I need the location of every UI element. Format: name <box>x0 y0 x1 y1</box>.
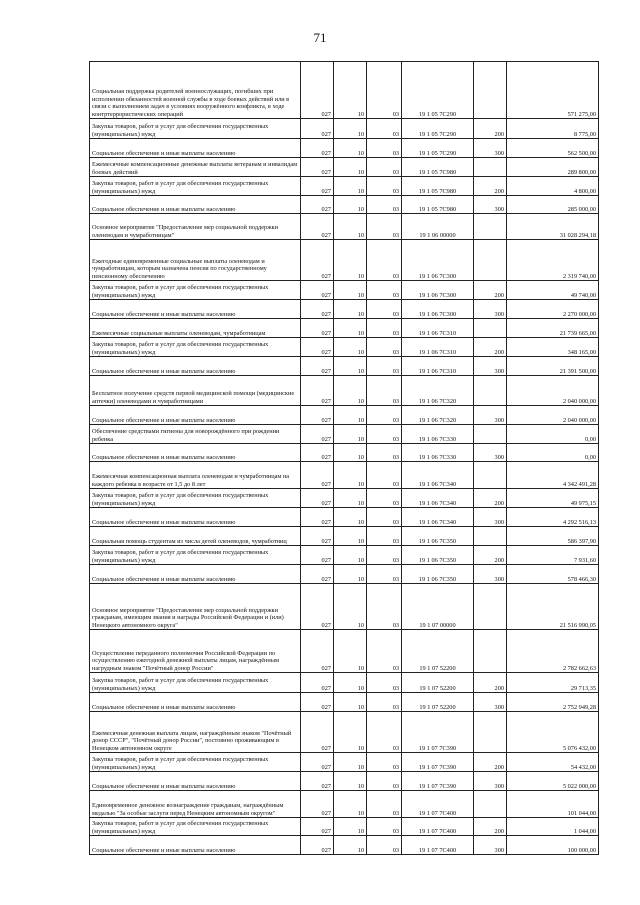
table-cell-section: 10 <box>334 791 367 818</box>
table-cell-amount: 54 432,00 <box>507 753 599 772</box>
table-cell-subsection: 03 <box>367 338 402 357</box>
table-cell-name: Социальное обеспечение и иные выплаты населению <box>90 300 301 319</box>
table-cell-amount: 2 782 662,63 <box>507 630 599 673</box>
table-cell-subsection: 03 <box>367 62 402 119</box>
table-cell-expense-type: 300 <box>474 444 507 462</box>
table-cell-name: Ежегодные единовременные социальные выплаты оленеводам и чумработницам, которым назначена пенсия по государственному пенсионному обеспечению <box>90 240 301 281</box>
table-cell-name: Закупка товаров, работ и услуг для обеспечения государственных (муниципальных) нужд <box>90 338 301 357</box>
table-cell-subsection: 03 <box>367 489 402 508</box>
table-cell-amount: 348 165,00 <box>507 338 599 357</box>
table-cell-amount: 0,00 <box>507 425 599 444</box>
table-cell-name: Социальное обеспечение и иные выплаты населению <box>90 772 301 791</box>
table-cell-expense-type: 200 <box>474 119 507 139</box>
table-cell-amount: 1 044,00 <box>507 818 599 836</box>
table-cell-expense-type: 200 <box>474 546 507 565</box>
table-cell-name: Социальное обеспечение и иные выплаты населению <box>90 196 301 214</box>
page-number: 71 <box>313 30 327 45</box>
table-cell-name: Основное мероприятие "Предоставление мер социальной поддержки оленеводам и чумработницам" <box>90 214 301 240</box>
table-row <box>90 836 599 855</box>
table-row <box>90 527 599 546</box>
table-cell-subsection: 03 <box>367 712 402 753</box>
table-cell-target-code: 19 1 07 52200 <box>402 673 474 693</box>
table-cell-expense-type <box>474 319 507 338</box>
table-cell-subsection: 03 <box>367 584 402 630</box>
table-cell-expense-type: 200 <box>474 489 507 508</box>
table-row <box>90 712 599 753</box>
table-cell-section: 10 <box>334 196 367 214</box>
table-cell-name: Бесплатное получение средств первой медицинской помощи (медицинские аптечки) оленеводами и чумработницами <box>90 376 301 406</box>
table-row <box>90 565 599 584</box>
table-cell-name: Социальное обеспечение и иные выплаты населению <box>90 508 301 527</box>
table-cell-expense-type <box>474 527 507 546</box>
table-cell-expense-type <box>474 425 507 444</box>
table-cell-expense-type <box>474 630 507 673</box>
table-cell-target-code: 19 1 06 7С330 <box>402 425 474 444</box>
table-cell-subsection: 03 <box>367 319 402 338</box>
table-cell-department: 027 <box>301 630 334 673</box>
table-cell-target-code: 19 1 07 52200 <box>402 630 474 673</box>
table-cell-amount: 49 975,15 <box>507 489 599 508</box>
table-row <box>90 338 599 357</box>
table-cell-section: 10 <box>334 546 367 565</box>
table-cell-expense-type: 200 <box>474 753 507 772</box>
table-cell-department: 027 <box>301 139 334 158</box>
table-cell-amount: 101 044,00 <box>507 791 599 818</box>
table-row <box>90 319 599 338</box>
table-cell-section: 10 <box>334 376 367 406</box>
table-cell-amount: 21 516 990,05 <box>507 584 599 630</box>
table-cell-amount: 578 466,30 <box>507 565 599 584</box>
table-row <box>90 508 599 527</box>
table-cell-subsection: 03 <box>367 177 402 196</box>
table-row <box>90 630 599 673</box>
table-cell-subsection: 03 <box>367 508 402 527</box>
table-cell-name: Закупка товаров, работ и услуг для обеспечения государственных (муниципальных) нужд <box>90 753 301 772</box>
table-cell-name: Закупка товаров, работ и услуг для обеспечения государственных (муниципальных) нужд <box>90 489 301 508</box>
table-cell-subsection: 03 <box>367 139 402 158</box>
table-cell-section: 10 <box>334 630 367 673</box>
table-cell-name: Социальное обеспечение и иные выплаты населению <box>90 693 301 712</box>
table-cell-department: 027 <box>301 319 334 338</box>
table-cell-subsection: 03 <box>367 673 402 693</box>
table-cell-target-code: 19 1 06 7С300 <box>402 281 474 300</box>
table-cell-department: 027 <box>301 527 334 546</box>
table-cell-subsection: 03 <box>367 462 402 489</box>
table-cell-section: 10 <box>334 406 367 425</box>
table-cell-section: 10 <box>334 693 367 712</box>
table-row <box>90 62 599 119</box>
table-cell-amount: 571 275,00 <box>507 62 599 119</box>
table-cell-subsection: 03 <box>367 406 402 425</box>
table-cell-section: 10 <box>334 240 367 281</box>
table-row <box>90 281 599 300</box>
table-cell-section: 10 <box>334 444 367 462</box>
table-cell-target-code: 19 1 07 7С390 <box>402 772 474 791</box>
table-cell-amount: 2 040 000,00 <box>507 376 599 406</box>
table-cell-target-code: 19 1 06 7С350 <box>402 546 474 565</box>
table-cell-amount: 4 292 516,13 <box>507 508 599 527</box>
table-cell-subsection: 03 <box>367 300 402 319</box>
table-cell-target-code: 19 1 06 7С340 <box>402 508 474 527</box>
table-cell-expense-type <box>474 214 507 240</box>
table-cell-target-code: 19 1 06 7С310 <box>402 338 474 357</box>
table-cell-expense-type <box>474 712 507 753</box>
table-cell-section: 10 <box>334 584 367 630</box>
table-row <box>90 584 599 630</box>
table-cell-department: 027 <box>301 300 334 319</box>
table-cell-amount: 4 342 491,28 <box>507 462 599 489</box>
table-cell-name: Ежемесячная компенсационная выплата оленеводам и чумработницам на каждого ребенка в возрасте от 1,5 до 8 лет <box>90 462 301 489</box>
table-cell-expense-type: 200 <box>474 338 507 357</box>
table-cell-target-code: 19 1 07 52200 <box>402 693 474 712</box>
table-cell-target-code: 19 1 06 7С340 <box>402 489 474 508</box>
table-row <box>90 376 599 406</box>
table-cell-section: 10 <box>334 527 367 546</box>
table-row <box>90 753 599 772</box>
table-row <box>90 196 599 214</box>
table-cell-expense-type: 300 <box>474 139 507 158</box>
table-cell-subsection: 03 <box>367 693 402 712</box>
table-cell-subsection: 03 <box>367 376 402 406</box>
table-cell-department: 027 <box>301 753 334 772</box>
table-cell-section: 10 <box>334 489 367 508</box>
table-cell-name: Социальное обеспечение и иные выплаты населению <box>90 406 301 425</box>
table-cell-expense-type <box>474 584 507 630</box>
table-cell-department: 027 <box>301 546 334 565</box>
table-cell-expense-type: 300 <box>474 772 507 791</box>
table-cell-expense-type: 300 <box>474 406 507 425</box>
table-cell-subsection: 03 <box>367 630 402 673</box>
table-cell-name: Ежемесячная денежная выплата лицам, награждённым знаком "Почётный донор СССР", "Почётный донор России", постоянно проживающим в Ненецком автономном округе <box>90 712 301 753</box>
table-cell-section: 10 <box>334 338 367 357</box>
table-row <box>90 214 599 240</box>
table-cell-expense-type: 200 <box>474 281 507 300</box>
table-cell-amount: 2 040 000,00 <box>507 406 599 425</box>
table-cell-name: Ежемесячные компенсационные денежные выплаты ветеранам и инвалидам боевых действий <box>90 158 301 177</box>
table-cell-expense-type <box>474 158 507 177</box>
table-cell-expense-type <box>474 240 507 281</box>
table-cell-expense-type <box>474 791 507 818</box>
table-row <box>90 546 599 565</box>
table-cell-department: 027 <box>301 565 334 584</box>
table-cell-department: 027 <box>301 818 334 836</box>
table-cell-name: Социальное обеспечение и иные выплаты населению <box>90 565 301 584</box>
table-cell-subsection: 03 <box>367 158 402 177</box>
table-cell-section: 10 <box>334 158 367 177</box>
table-cell-department: 027 <box>301 772 334 791</box>
table-cell-amount: 586 397,90 <box>507 527 599 546</box>
table-cell-amount: 8 775,00 <box>507 119 599 139</box>
table-cell-expense-type: 300 <box>474 508 507 527</box>
table-cell-amount: 2 270 000,00 <box>507 300 599 319</box>
table-cell-target-code: 19 1 05 7С980 <box>402 177 474 196</box>
table-cell-subsection: 03 <box>367 836 402 855</box>
table-cell-section: 10 <box>334 462 367 489</box>
table-row <box>90 791 599 818</box>
table-cell-department: 027 <box>301 489 334 508</box>
table-cell-expense-type: 300 <box>474 565 507 584</box>
table-cell-section: 10 <box>334 62 367 119</box>
table-cell-amount: 49 740,00 <box>507 281 599 300</box>
table-cell-expense-type: 300 <box>474 196 507 214</box>
table-cell-department: 027 <box>301 693 334 712</box>
table-cell-section: 10 <box>334 425 367 444</box>
table-cell-name: Закупка товаров, работ и услуг для обеспечения государственных (муниципальных) нужд <box>90 177 301 196</box>
table-cell-target-code: 19 1 06 7С300 <box>402 300 474 319</box>
table-cell-subsection: 03 <box>367 527 402 546</box>
table-cell-department: 027 <box>301 158 334 177</box>
table-cell-amount: 285 000,00 <box>507 196 599 214</box>
table-cell-department: 027 <box>301 62 334 119</box>
table-cell-section: 10 <box>334 508 367 527</box>
table-cell-name: Ежемесячные социальные выплаты оленеводам, чумработницам <box>90 319 301 338</box>
table-cell-target-code: 19 1 06 7С300 <box>402 240 474 281</box>
table-cell-department: 027 <box>301 214 334 240</box>
table-cell-target-code: 19 1 06 7С320 <box>402 406 474 425</box>
table-row <box>90 693 599 712</box>
table-cell-name: Обеспечение средствами гигиены для новорождённого при рождении ребенка <box>90 425 301 444</box>
table-cell-section: 10 <box>334 357 367 376</box>
table-cell-department: 027 <box>301 376 334 406</box>
table-cell-expense-type: 300 <box>474 693 507 712</box>
table-cell-expense-type <box>474 62 507 119</box>
table-cell-department: 027 <box>301 444 334 462</box>
table-cell-amount: 562 500,00 <box>507 139 599 158</box>
table-cell-name: Закупка товаров, работ и услуг для обеспечения государственных (муниципальных) нужд <box>90 818 301 836</box>
table-cell-target-code: 19 1 05 7С980 <box>402 196 474 214</box>
table-cell-name: Осуществление переданного полномочия Российской Федерации по осуществлению ежегодной денежной выплаты лицам, награждённым нагрудным знаком "Почётный донор России" <box>90 630 301 673</box>
table-cell-department: 027 <box>301 240 334 281</box>
table-cell-target-code: 19 1 05 7С290 <box>402 62 474 119</box>
table-cell-amount: 289 800,00 <box>507 158 599 177</box>
table-cell-subsection: 03 <box>367 546 402 565</box>
table-cell-name: Социальное обеспечение и иные выплаты населению <box>90 357 301 376</box>
table-cell-amount: 21 391 500,00 <box>507 357 599 376</box>
table-cell-subsection: 03 <box>367 357 402 376</box>
table-cell-section: 10 <box>334 836 367 855</box>
table-cell-expense-type <box>474 462 507 489</box>
table-cell-name: Социальная поддержка родителей военнослужащих, погибших при исполнении обязанностей военной службы в ходе боевых действий или в связи с выполнением задач в условиях вооружённого конфликта, в ходе контртеррористических операций <box>90 62 301 119</box>
table-cell-department: 027 <box>301 406 334 425</box>
table-cell-section: 10 <box>334 139 367 158</box>
table-cell-name: Закупка товаров, работ и услуг для обеспечения государственных (муниципальных) нужд <box>90 119 301 139</box>
table-cell-subsection: 03 <box>367 818 402 836</box>
table-cell-target-code: 19 1 06 7С350 <box>402 527 474 546</box>
table-cell-section: 10 <box>334 281 367 300</box>
table-row <box>90 357 599 376</box>
table-cell-expense-type: 200 <box>474 818 507 836</box>
table-cell-amount: 7 931,60 <box>507 546 599 565</box>
table-cell-target-code: 19 1 06 7С310 <box>402 357 474 376</box>
table-row <box>90 240 599 281</box>
table-cell-section: 10 <box>334 300 367 319</box>
table-cell-department: 027 <box>301 196 334 214</box>
table-row <box>90 406 599 425</box>
table-row <box>90 818 599 836</box>
table-cell-department: 027 <box>301 584 334 630</box>
table-row <box>90 139 599 158</box>
table-cell-section: 10 <box>334 753 367 772</box>
table-cell-target-code: 19 1 05 7С980 <box>402 158 474 177</box>
table-cell-amount: 2 319 740,00 <box>507 240 599 281</box>
table-cell-name: Социальное обеспечение и иные выплаты населению <box>90 444 301 462</box>
table-cell-target-code: 19 1 06 7С330 <box>402 444 474 462</box>
table-cell-amount: 29 713,35 <box>507 673 599 693</box>
table-cell-expense-type: 300 <box>474 836 507 855</box>
table-cell-subsection: 03 <box>367 240 402 281</box>
table-cell-department: 027 <box>301 281 334 300</box>
table-cell-amount: 31 028 294,18 <box>507 214 599 240</box>
table-cell-amount: 0,00 <box>507 444 599 462</box>
table-cell-department: 027 <box>301 791 334 818</box>
table-cell-subsection: 03 <box>367 425 402 444</box>
table-cell-name: Закупка товаров, работ и услуг для обеспечения государственных (муниципальных) нужд <box>90 673 301 693</box>
table-cell-department: 027 <box>301 357 334 376</box>
table-cell-target-code: 19 1 06 7С340 <box>402 462 474 489</box>
table-cell-department: 027 <box>301 836 334 855</box>
table-cell-target-code: 19 1 07 7С390 <box>402 753 474 772</box>
table-cell-expense-type: 300 <box>474 300 507 319</box>
table-cell-expense-type: 300 <box>474 357 507 376</box>
table-cell-target-code: 19 1 07 7С390 <box>402 712 474 753</box>
table-cell-department: 027 <box>301 673 334 693</box>
table-cell-section: 10 <box>334 177 367 196</box>
table-cell-subsection: 03 <box>367 772 402 791</box>
table-cell-name: Закупка товаров, работ и услуг для обеспечения государственных (муниципальных) нужд <box>90 546 301 565</box>
table-cell-name: Социальная помощь студентам из числа детей оленеводов, чумработниц <box>90 527 301 546</box>
table-cell-department: 027 <box>301 119 334 139</box>
table-cell-subsection: 03 <box>367 214 402 240</box>
table-cell-section: 10 <box>334 119 367 139</box>
table-cell-section: 10 <box>334 772 367 791</box>
table-row <box>90 425 599 444</box>
table-cell-amount: 5 022 000,00 <box>507 772 599 791</box>
table-cell-section: 10 <box>334 565 367 584</box>
table-cell-target-code: 19 1 06 7С350 <box>402 565 474 584</box>
table-cell-target-code: 19 1 05 7С290 <box>402 139 474 158</box>
table-cell-subsection: 03 <box>367 753 402 772</box>
table-cell-target-code: 19 1 06 7С320 <box>402 376 474 406</box>
table-cell-target-code: 19 1 06 7С310 <box>402 319 474 338</box>
table-row <box>90 158 599 177</box>
table-cell-department: 027 <box>301 712 334 753</box>
table-cell-target-code: 19 1 07 7С400 <box>402 818 474 836</box>
budget-table <box>89 61 599 855</box>
table-cell-target-code: 19 1 06 00000 <box>402 214 474 240</box>
table-cell-amount: 4 800,00 <box>507 177 599 196</box>
table-cell-subsection: 03 <box>367 196 402 214</box>
table-cell-subsection: 03 <box>367 565 402 584</box>
table-cell-section: 10 <box>334 673 367 693</box>
table-cell-section: 10 <box>334 712 367 753</box>
table-cell-name: Единовременное денежное вознаграждение гражданам, награждённым медалью "За особые заслуги перед Ненецким автономным округом" <box>90 791 301 818</box>
table-cell-name: Социальное обеспечение и иные выплаты населению <box>90 836 301 855</box>
table-cell-name: Основное мероприятие "Предоставление мер социальной поддержки гражданам, имеющим звания и награды Российской Федерации и (или) Ненецкого автономного округа" <box>90 584 301 630</box>
table-row <box>90 772 599 791</box>
table-cell-expense-type: 200 <box>474 673 507 693</box>
table-cell-name: Закупка товаров, работ и услуг для обеспечения государственных (муниципальных) нужд <box>90 281 301 300</box>
table-cell-subsection: 03 <box>367 281 402 300</box>
table-cell-department: 027 <box>301 425 334 444</box>
table-cell-subsection: 03 <box>367 791 402 818</box>
table-cell-department: 027 <box>301 177 334 196</box>
table-cell-amount: 21 739 665,00 <box>507 319 599 338</box>
table-cell-subsection: 03 <box>367 444 402 462</box>
table-cell-target-code: 19 1 05 7С290 <box>402 119 474 139</box>
table-cell-section: 10 <box>334 214 367 240</box>
table-cell-subsection: 03 <box>367 119 402 139</box>
table-cell-name: Социальное обеспечение и иные выплаты населению <box>90 139 301 158</box>
table-cell-amount: 2 752 949,28 <box>507 693 599 712</box>
table-row <box>90 489 599 508</box>
table-cell-section: 10 <box>334 818 367 836</box>
table-row <box>90 119 599 139</box>
table-row <box>90 177 599 196</box>
table-cell-amount: 100 000,00 <box>507 836 599 855</box>
table-cell-expense-type <box>474 376 507 406</box>
table-row <box>90 444 599 462</box>
table-cell-expense-type: 200 <box>474 177 507 196</box>
table-cell-department: 027 <box>301 462 334 489</box>
table-cell-target-code: 19 1 07 7С400 <box>402 836 474 855</box>
table-row <box>90 300 599 319</box>
table-row <box>90 673 599 693</box>
table-cell-department: 027 <box>301 338 334 357</box>
table-cell-department: 027 <box>301 508 334 527</box>
table-cell-section: 10 <box>334 319 367 338</box>
table-row <box>90 462 599 489</box>
table-cell-amount: 5 076 432,00 <box>507 712 599 753</box>
table-cell-target-code: 19 1 07 00000 <box>402 584 474 630</box>
table-cell-target-code: 19 1 07 7С400 <box>402 791 474 818</box>
